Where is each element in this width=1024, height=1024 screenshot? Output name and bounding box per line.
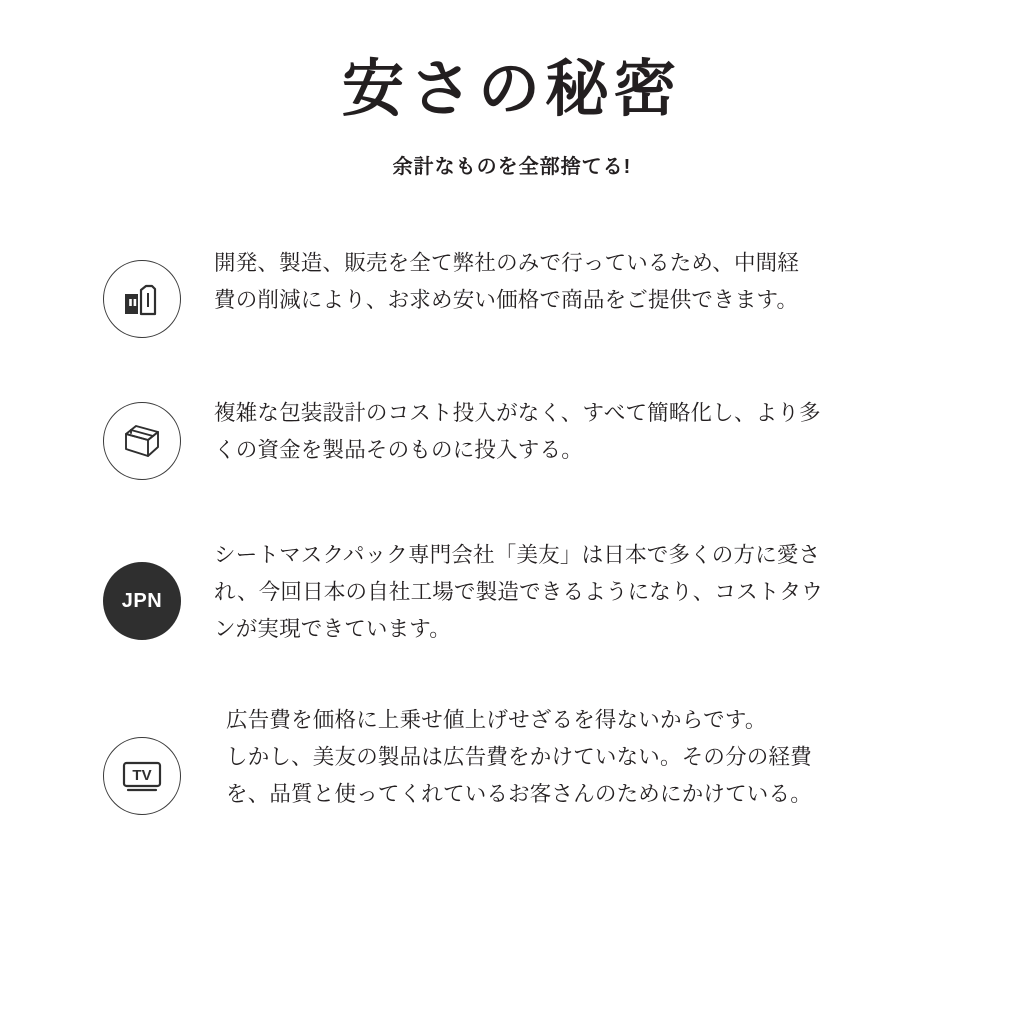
feature-text-line: しかし、美友の製品は広告費をかけていない。その分の経費: [226, 745, 812, 770]
feature-text: [214, 243, 984, 319]
feature-icon-container: [100, 734, 184, 818]
page-subtitle: 余計なものを全部捨てる!: [392, 156, 632, 179]
feature-text: [214, 700, 984, 813]
feature-icon-container: [100, 399, 184, 483]
page-title: 安さの秘密: [341, 55, 682, 124]
open-box-icon: [103, 402, 181, 480]
feature-text-line: くの資金を製品そのものに投入する。: [214, 438, 583, 463]
feature-list: [0, 243, 1024, 818]
feature-text: [214, 393, 984, 469]
header: [0, 0, 1024, 179]
feature-text-line: を、品質と使ってくれているお客さんのためにかけている。: [226, 782, 812, 807]
factory-icon: [103, 260, 181, 338]
jpn-badge-icon: [103, 562, 181, 640]
tv-icon: [103, 737, 181, 815]
list-item: [0, 535, 1024, 648]
feature-icon-container: [100, 257, 184, 341]
feature-icon-container: [100, 559, 184, 643]
feature-text-line: 開発、製造、販売を全て弊社のみで行っているため、中間経: [214, 251, 800, 276]
feature-text-line: 広告費を価格に上乗せ値上げせざるを得ないからです。: [226, 708, 767, 733]
list-item: [0, 393, 1024, 483]
svg-text:TV: TV: [132, 767, 152, 785]
feature-text-line: シートマスクパック専門会社「美友」は日本で多くの方に愛さ: [214, 543, 821, 568]
feature-text-line: れ、今回日本の自社工場で製造できるようになり、コストタウ: [214, 580, 823, 605]
list-item: [0, 700, 1024, 818]
feature-text-line: 費の削減により、お求め安い価格で商品をご提供できます。: [214, 288, 799, 313]
feature-text-line: 複雑な包装設計のコスト投入がなく、すべて簡略化し、より多: [214, 401, 821, 426]
jpn-badge-label: JPN: [121, 589, 163, 612]
feature-text: [214, 535, 984, 648]
list-item: [0, 243, 1024, 341]
feature-text-line: ンが実現できています。: [214, 617, 451, 642]
